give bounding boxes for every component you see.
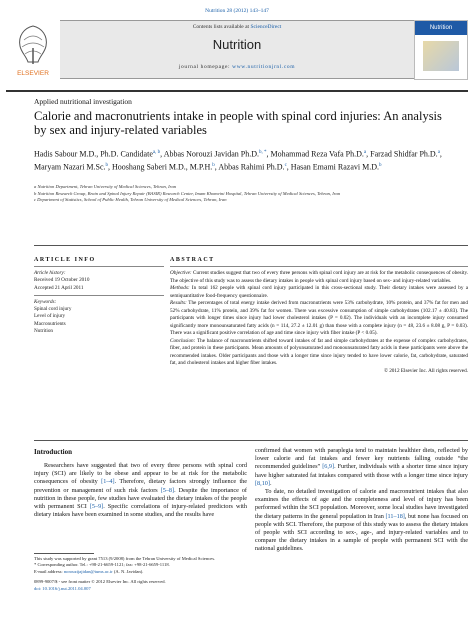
intro-paragraph: [255, 488, 468, 554]
issn-line: 0899-9007/$ - see front matter © 2012 Elsevier Inc. All rights reserved.: [34, 579, 166, 585]
author-affil[interactable]: b: [212, 162, 215, 168]
article-title: Calorie and macronutrients intake in people with spinal cord injuries: An analysis by sex and injury-related variables: [34, 109, 442, 137]
objective-label: Objective:: [170, 270, 192, 276]
keywords-label: Keywords:: [34, 298, 57, 305]
introduction-heading: Introduction: [34, 448, 72, 456]
author-name: Farzad Shidfar Ph.D.: [370, 149, 438, 159]
divider: [34, 245, 468, 246]
homepage-link[interactable]: www.nutritionjrnl.com: [232, 64, 296, 70]
email-label: E-mail address:: [34, 568, 63, 574]
keyword: Spinal cord injury: [34, 306, 72, 313]
intro-text: . Specific correlations of injury-related predictors with dietary intakes have been examined in some studies, and the results have: [34, 503, 247, 519]
corresponding-note: * Corresponding author. Tel.: +98-21-6659-1121; fax: +98-21-6659-1118.: [34, 562, 170, 568]
keyword: Nutrition: [34, 328, 54, 335]
reference-link[interactable]: [5–8]: [160, 486, 175, 494]
results-label: Results:: [170, 300, 187, 306]
accepted-date: Accepted 21 April 2011: [34, 284, 84, 291]
abstract-body: [170, 270, 468, 375]
reference-link[interactable]: [6,9]: [322, 463, 335, 471]
conclusion-text: The balance of macronutrients shifted toward intakes of fat and simple carbohydrates at the expense of complex carbohydrates, fiber, and protein in these participants. Mean amounts of polyunsaturated and monounsaturated fatty acids in these participants were above the recommended intakes. Older participants and those with a longer time since injury tended to have lower calorie, fat, carbohydrate, saturated fat, and cholesterol intakes and higher fiber intakes.: [170, 337, 468, 366]
received-date: Received 19 October 2010: [34, 277, 90, 284]
funding-note: This study was supported by grant 7513 (9/2008) from the Tehran University of Medical Sciences.: [34, 556, 216, 561]
author-name: Abbas Norouzi Javidan Ph.D.: [163, 149, 260, 159]
author-affil[interactable]: a: [363, 150, 367, 155]
abstract-objective: [170, 270, 468, 285]
cover-title: Nutrition: [415, 21, 467, 35]
keyword: Macronutrients: [34, 320, 66, 327]
intro-column-right: [255, 447, 468, 554]
divider: [34, 266, 164, 267]
abstract-methods: [170, 285, 468, 300]
author-name: Abbas Rahimi Ph.D.: [218, 162, 285, 172]
affiliations: [34, 184, 464, 204]
author-name: Hooshang Saberi M.D., M.P.H.: [112, 162, 213, 172]
intro-text: To date, no detailed investigation of calorie and macronutrient intakes that also examines the effects of age and the completeness and level of injury has been performed within the SCI population. Moreover, some local studies have investigated the dietary patterns in the general population in Iran: [255, 488, 468, 520]
author-list: Hadis Sabour M.D., Ph.D. Candidate$^{a, b}$, Abbas Norouzi Javidan Ph.D.$^{b, *}$, Mohammad Reza Vafa Ph.D.$^a$, Farzad Shidfar Ph.D.$^a$, Maryam Nazari M.Sc.$^b$, Hooshang Saberi M.D., M.P.H.$^b$, Abbas Rahimi Ph.D.$^c$, Hasan Emami Razavi M.D.$^b$: [34, 149, 442, 172]
author-affil[interactable]: c: [284, 162, 287, 168]
divider: [34, 295, 164, 296]
author-affil[interactable]: b: [105, 162, 109, 168]
affiliation-item: b Nutrition Research Group, Brain and Spinal Injury Repair (BASIR) Research Center, Imam Khomeini Hospital, Tehran University of Medical Sciences, Tehran, Iran: [34, 190, 341, 196]
author-affil[interactable]: b, *: [259, 150, 267, 155]
abstract-header: ABSTRACT: [170, 257, 215, 263]
email-suffix: (A. N. Javidan).: [113, 568, 144, 574]
author-name: Hasan Emami Razavi M.D.: [290, 162, 379, 172]
homepage-prefix: journal homepage:: [178, 64, 231, 70]
intro-paragraph: [255, 447, 468, 488]
keyword: Level of injury: [34, 313, 66, 320]
journal-citation: Nutrition 28 (2012) 143–147: [205, 8, 269, 14]
intro-column-left: [34, 462, 247, 519]
footnote-rule: [34, 553, 94, 554]
reference-link[interactable]: [5–9]: [89, 503, 104, 511]
intro-text: .: [269, 479, 272, 487]
author-affil[interactable]: b: [379, 162, 382, 168]
author-name: Mohammad Reza Vafa Ph.D.: [270, 149, 364, 159]
author-affil[interactable]: a, b: [152, 150, 161, 155]
contents-line: [60, 24, 414, 30]
history-label: Article history:: [34, 270, 66, 276]
abstract-conclusion: [170, 338, 468, 368]
results-text: The percentages of total energy intake derived from macronutrients were 53% carbohydrate, 10% protein, and 37% fat for men and 52% carbohydrate, 11% protein, and 39% fat for women. There was excessive consumption of simple carbohydrates (102.17 ± 40.83). The participants with longer times since injury had lower cholesterol intakes (P = 0.02). The individuals with an incomplete injury consumed significantly more monounsaturated fatty acids (n = 114, 27.2 ± 12.01 g) than those with a complete injury (n = 48, 23.6 ± 8.08 g, P = 0.03). There was a significant positive correlation of age and time since injury with fiber intake (P < 0.05).: [170, 300, 468, 336]
intro-text: Researchers have suggested that two of every three persons with spinal cord injury (SCI) are likely to be obese and appear to be at risk for the metabolic consequences of obesity: [34, 462, 247, 486]
reference-link[interactable]: [11–18]: [385, 512, 405, 520]
intro-text: . Further, individuals with a shorter time since injury have higher saturated fat intakes compared with those with a longer time since injury: [255, 463, 468, 479]
objective-text: Current studies suggest that two of every three persons with spinal cord injury are at risk for the metabolic consequences of obesity. The objective of this study was to assess the dietary intakes in people with spinal cord injury based on sex- and injury-related variables.: [170, 270, 468, 284]
author-name: Maryam Nazari M.Sc.: [34, 162, 106, 172]
intro-text: confirmed that women with paraplegia tend to maintain healthier diets, reflected by lower calorie and fat intakes and fewer key nutrients falling outside “the recommended guidelines”: [255, 447, 468, 471]
email-link[interactable]: norouzijajidan@tums.ac.ir: [63, 568, 113, 574]
conclusion-label: Conclusion:: [170, 337, 196, 344]
abstract-results: [170, 300, 468, 338]
doi-link[interactable]: doi: 10.1016/j.nut.2011.04.007: [34, 585, 91, 591]
intro-text: , but none has focused on people with SCI. Therefore, the purpose of this study was to assess the dietary intakes of people with SCI according to sex-, age-, and injury-related variables and to compare the dietary intakes in a sample of people with permanent SCI with the national guidelines.: [255, 512, 468, 553]
sciencedirect-link[interactable]: ScienceDirect: [250, 24, 282, 30]
elsevier-logo: [6, 20, 60, 80]
journal-homepage: [60, 64, 414, 70]
affiliation-item: c Department of Statistics, School of Public Health, Tehran University of Medical Sciences, Tehran, Iran: [34, 197, 227, 203]
copyright-notice: © 2012 Elsevier Inc. All rights reserved.: [383, 367, 468, 374]
divider: [170, 266, 468, 267]
intro-text: . Despite the importance of nutrition in these people, few studies have evaluated the dietary intakes of the people with permanent SCI: [34, 486, 247, 511]
article-info-header: ARTICLE INFO: [34, 257, 96, 263]
journal-cover: [414, 20, 468, 80]
section-label: Applied nutritional investigation: [34, 97, 132, 106]
affiliation-item: a Nutrition Department, Tehran University of Medical Sciences, Tehran, Iran: [34, 184, 177, 189]
email-note: [34, 569, 247, 575]
intro-text: . Therefore, dietary factors strongly influence the prevention or management of such risk factors: [34, 478, 248, 494]
methods-label: Methods:: [170, 285, 190, 291]
author-affil[interactable]: a: [437, 150, 440, 155]
author-name: Hadis Sabour M.D., Ph.D. Candidate: [34, 149, 153, 159]
header-rule: [6, 90, 468, 92]
reference-link[interactable]: [1–4]: [101, 478, 115, 486]
publisher-name: ELSEVIER: [17, 70, 49, 77]
cover-image: [423, 41, 459, 71]
methods-text: In total 162 people with spinal cord injury participated in this cross-sectional study. Their dietary intakes were assessed by a semiquantitative food-frequency questionnaire.: [170, 285, 468, 299]
contents-prefix: Contents lists available at: [192, 24, 250, 30]
footnotes: [34, 556, 247, 592]
divider: [34, 440, 468, 441]
journal-title: Nutrition: [212, 37, 262, 52]
reference-link[interactable]: [8,10]: [255, 479, 270, 487]
article-info: [34, 270, 164, 335]
